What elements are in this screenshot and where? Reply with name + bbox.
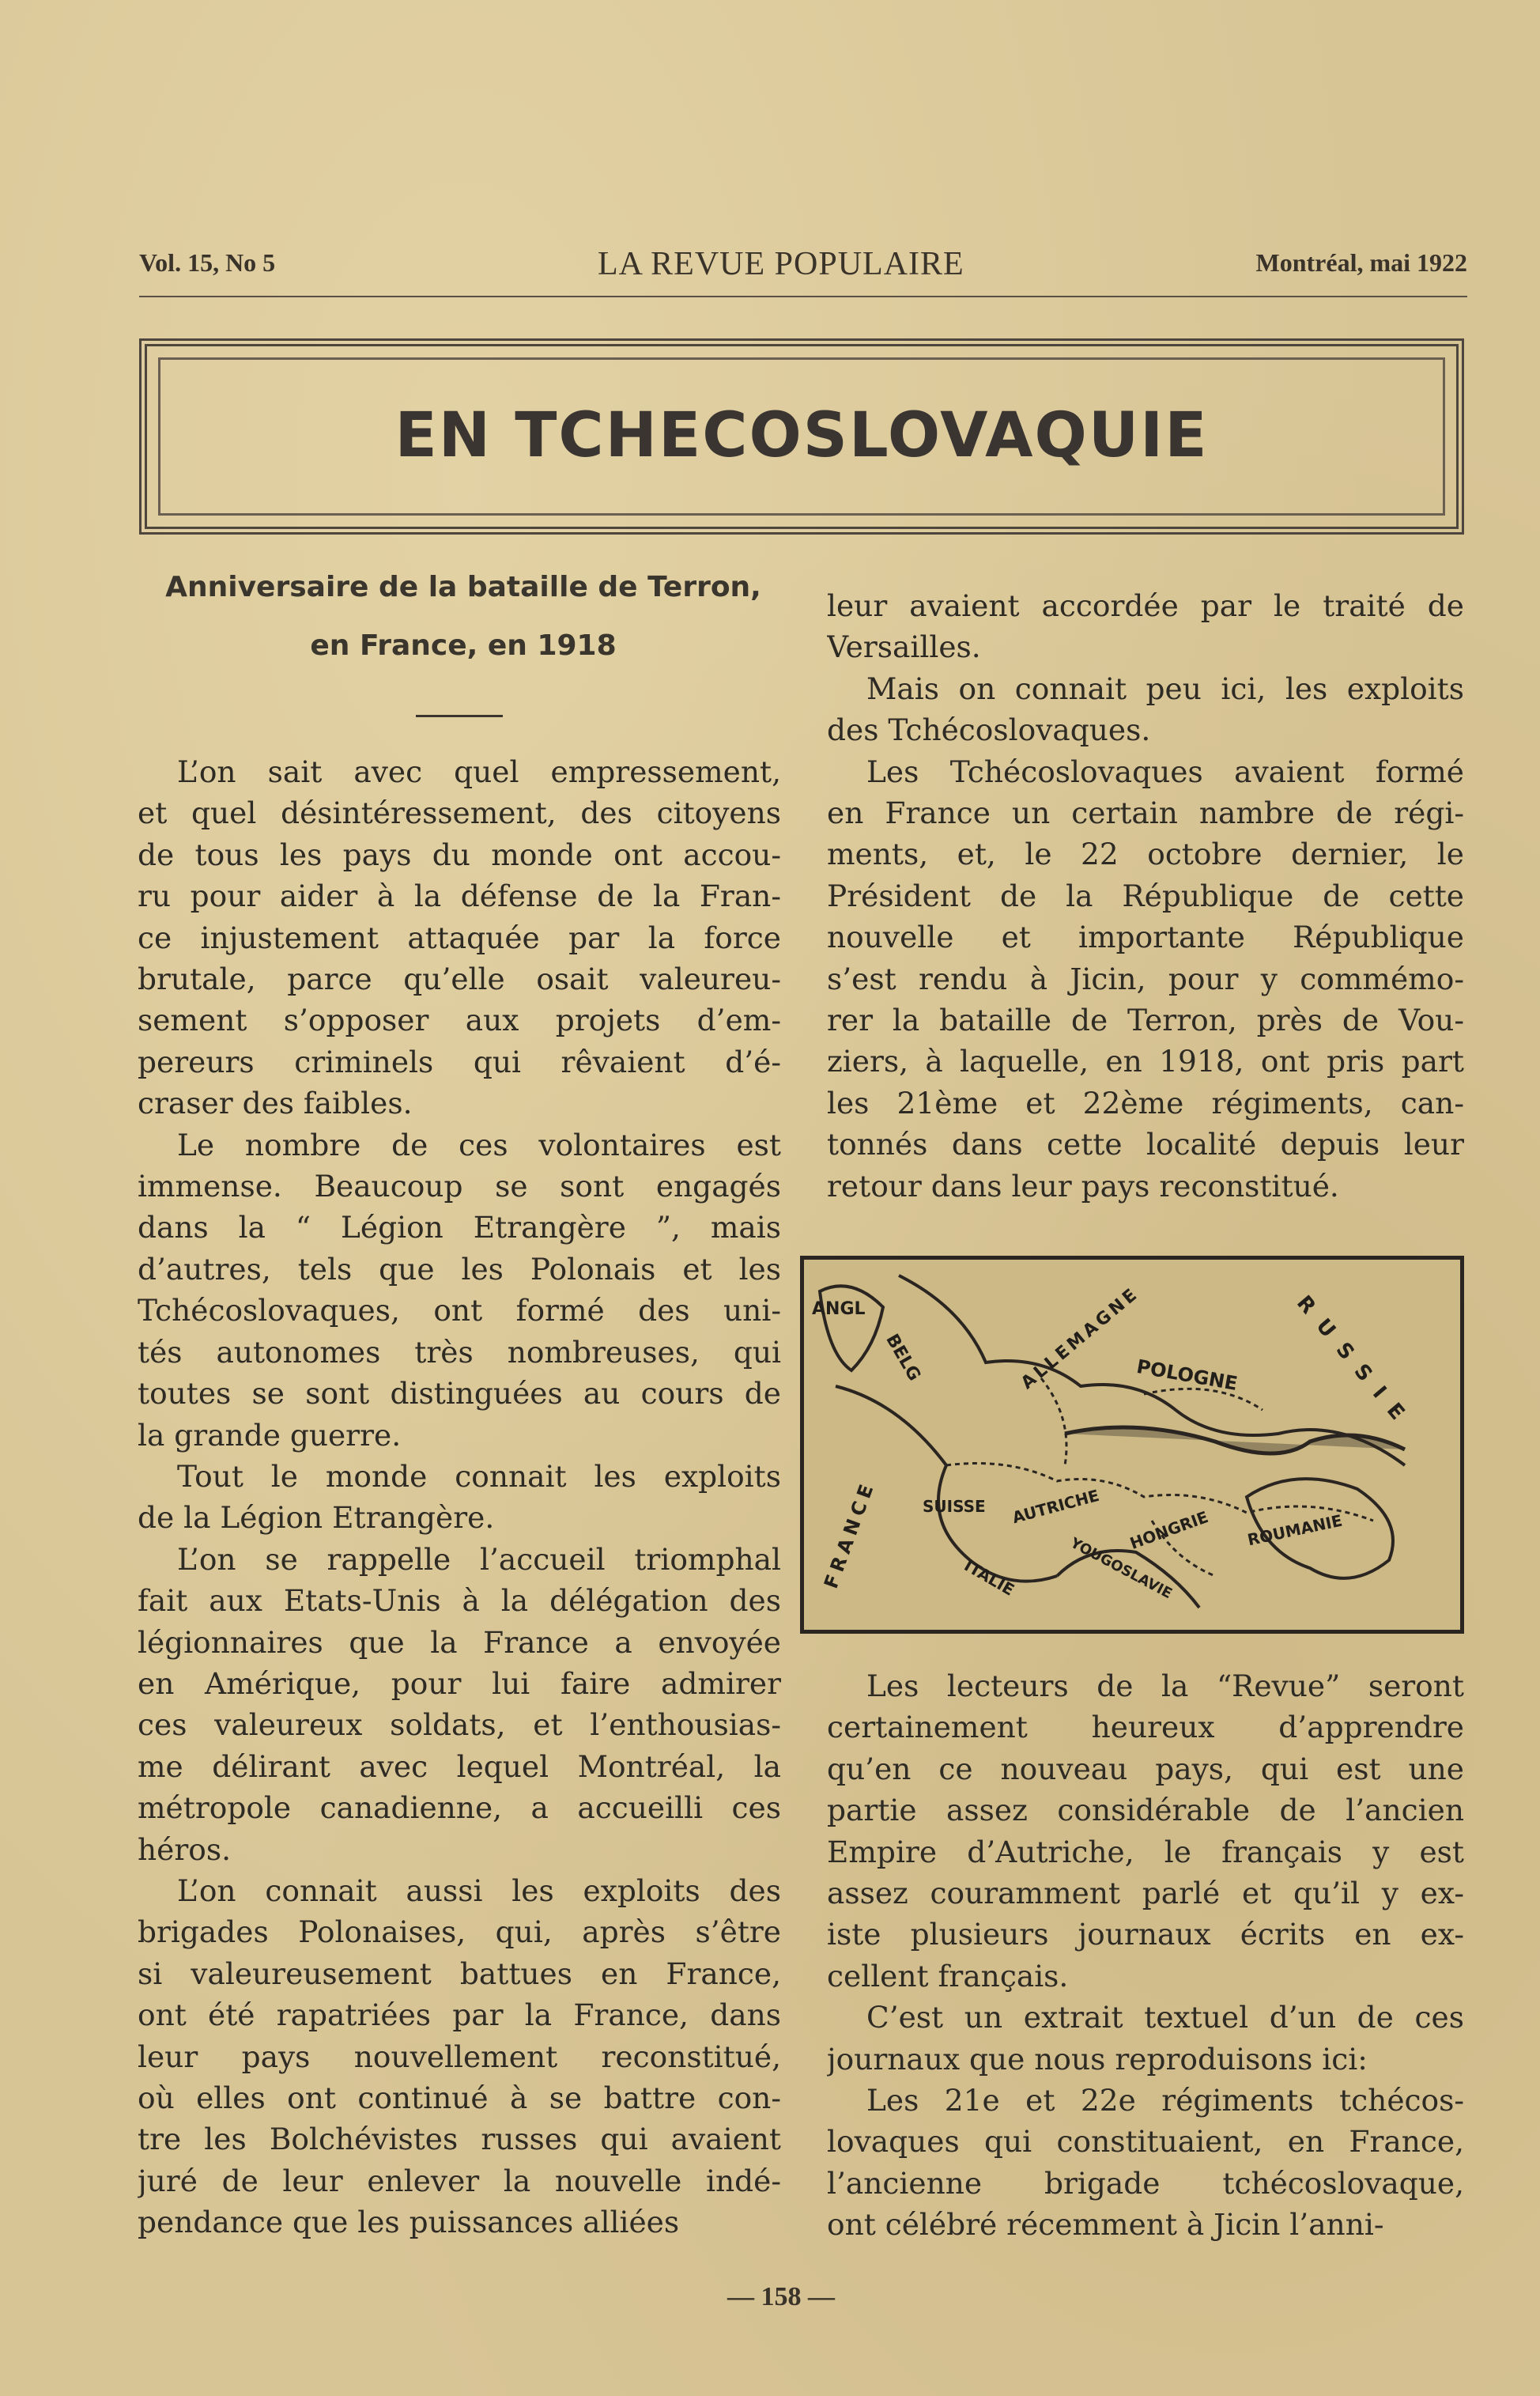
title-frame bbox=[139, 338, 1464, 535]
text-line: L’on se rappelle l’accueil triomphal bbox=[177, 1541, 781, 1577]
publication-name: LA REVUE POPULAIRE bbox=[598, 246, 964, 282]
text-line: pendance que les puissances alliées bbox=[138, 2205, 680, 2240]
right-column-top bbox=[827, 585, 1464, 1207]
text-line: iste plusieurs journaux écrits en ex- bbox=[827, 1917, 1464, 1952]
text-line: légionnaires que la France a envoyée bbox=[138, 1624, 781, 1660]
text-line: de la Légion Etrangère. bbox=[138, 1500, 495, 1536]
text-line: journaux que nous reproduisons ici: bbox=[827, 2041, 1368, 2077]
text-line: tonnés dans cette localité depuis leur bbox=[827, 1127, 1464, 1162]
text-line: tre les Bolchévistes russes qui avaient bbox=[138, 2122, 781, 2157]
text-line: leur pays nouvellement reconstitué, bbox=[138, 2039, 781, 2074]
text-line: Versailles. bbox=[827, 629, 981, 665]
text-line: cellent français. bbox=[827, 1958, 1069, 1994]
map-label-france: FRANCE bbox=[820, 1477, 880, 1592]
text-line: Les lecteurs de la “Revue” seront bbox=[866, 1669, 1464, 1703]
map-label-hungary: HONGRIE bbox=[1127, 1507, 1211, 1553]
map-label-switzerland: SUISSE bbox=[923, 1497, 986, 1516]
text-line: pereurs criminels qui rêvaient d’é- bbox=[138, 1044, 781, 1079]
text-line: immense. Beaucoup se sont engagés bbox=[138, 1169, 781, 1204]
text-line: ce injustement attaquée par la force bbox=[138, 920, 781, 955]
map-label-germany: ALLEMAGNE bbox=[1017, 1283, 1143, 1394]
text-line: Les 21e et 22e régiments tchécos- bbox=[866, 2083, 1464, 2118]
map-label-romania: ROUMANIE bbox=[1245, 1510, 1345, 1550]
map-label-england: ANGL bbox=[812, 1299, 866, 1319]
text-line: toutes se sont distinguées au cours de bbox=[138, 1376, 781, 1412]
text-line: ont été rapatriées par la France, dans bbox=[138, 1997, 781, 2033]
text-line: en France un certain nambre de régi- bbox=[827, 796, 1464, 831]
text-line: nouvelle et importante République bbox=[827, 920, 1464, 955]
text-line: L’on connait aussi les exploits des bbox=[177, 1873, 781, 1908]
page-number: — 158 — bbox=[727, 2282, 835, 2311]
text-line: assez couramment parlé et qu’il y ex- bbox=[827, 1876, 1464, 1911]
text-line: fait aux Etats-Unis à la délégation des bbox=[138, 1583, 781, 1619]
text-line: Les Tchécoslovaques avaient formé bbox=[866, 754, 1464, 789]
text-line: Président de la République de cette bbox=[827, 878, 1464, 913]
map-label-russia: RUSSIE bbox=[1292, 1291, 1418, 1436]
text-line: juré de leur enlever la nouvelle indé- bbox=[138, 2163, 781, 2198]
text-line: craser des faibles. bbox=[138, 1086, 413, 1121]
text-line: la grande guerre. bbox=[138, 1417, 402, 1453]
text-line: leur avaient accordée par le traité de bbox=[827, 588, 1464, 623]
text-line: l’ancienne brigade tchécoslovaque, bbox=[827, 2165, 1464, 2201]
header-rule bbox=[139, 296, 1467, 297]
text-line: s’est rendu à Jicin, pour y commémo- bbox=[827, 961, 1464, 996]
subheading-separator bbox=[416, 715, 503, 717]
subheading-line-1: Anniversaire de la bataille de Terron, bbox=[165, 571, 761, 603]
text-line: brutale, parce qu’elle osait valeureu- bbox=[138, 962, 781, 997]
text-line: d’autres, tels que les Polonais et les bbox=[138, 1251, 781, 1287]
text-line: tés autonomes très nombreuses, qui bbox=[138, 1334, 781, 1370]
text-line: Tchécoslovaques, ont formé des uni- bbox=[138, 1293, 781, 1328]
text-line: Tout le monde connait les exploits bbox=[177, 1458, 781, 1494]
text-line: si valeureusement battues en France, bbox=[138, 1956, 781, 1991]
subheading-line-2: en France, en 1918 bbox=[310, 629, 617, 662]
text-line: Empire d’Autriche, le français y est bbox=[827, 1834, 1464, 1869]
text-line: ru pour aider à la défense de la Fran- bbox=[138, 879, 781, 914]
right-column-bottom bbox=[827, 1665, 1464, 2246]
running-header bbox=[139, 245, 1467, 286]
text-line: dans la “ Légion Etrangère ”, mais bbox=[138, 1210, 781, 1245]
text-line: ces valeureux soldats, et l’enthousias- bbox=[138, 1707, 781, 1743]
text-line: partie assez considérable de l’ancien bbox=[827, 1793, 1464, 1828]
text-line: des Tchécoslovaques. bbox=[827, 712, 1151, 748]
text-line: et quel désintéressement, des citoyens bbox=[138, 796, 781, 831]
text-line: qu’en ce nouveau pays, qui est une bbox=[827, 1751, 1464, 1786]
map-of-central-europe bbox=[800, 1256, 1464, 1634]
text-line: lovaques qui constituaient, en France, bbox=[827, 2124, 1464, 2160]
map-label-poland: POLOGNE bbox=[1134, 1355, 1240, 1395]
text-line: certainement heureux d’apprendre bbox=[827, 1710, 1464, 1745]
text-line: C’est un extrait textuel d’un de ces bbox=[866, 2000, 1464, 2035]
text-line: retour dans leur pays reconstitué. bbox=[827, 1168, 1339, 1204]
text-line: héros. bbox=[138, 1831, 232, 1867]
map-label-belgium: BELG bbox=[881, 1331, 924, 1385]
text-line: ziers, à laquelle, en 1918, ont pris part bbox=[827, 1044, 1464, 1079]
text-line: sement s’opposer aux projets d’em- bbox=[138, 1003, 781, 1038]
text-line: rer la bataille de Terron, près de Vou- bbox=[827, 1003, 1464, 1038]
text-line: métropole canadienne, a accueilli ces bbox=[138, 1790, 781, 1826]
text-line: ments, et, le 22 octobre dernier, le bbox=[827, 837, 1464, 872]
text-line: où elles ont continué à se battre con- bbox=[138, 2080, 781, 2115]
map-label-italy: ITALIE bbox=[961, 1555, 1018, 1600]
text-line: L’on sait avec quel empressement, bbox=[177, 754, 781, 789]
map-label-yugoslavia: YOUGOSLAVIE bbox=[1067, 1534, 1176, 1603]
volume-number: Vol. 15, No 5 bbox=[139, 248, 276, 277]
left-column bbox=[138, 751, 781, 2243]
text-line: les 21ème et 22ème régiments, can- bbox=[827, 1085, 1464, 1121]
text-line: ont célébré récemment à Jicin l’anni- bbox=[827, 2207, 1384, 2243]
text-line: en Amérique, pour lui faire admirer bbox=[138, 1665, 781, 1701]
issue-date: Montréal, mai 1922 bbox=[1255, 248, 1467, 277]
text-line: brigades Polonaises, qui, après s’être bbox=[138, 1914, 781, 1950]
text-line: me délirant avec lequel Montréal, la bbox=[138, 1748, 781, 1784]
text-line: Mais on connait peu ici, les exploits bbox=[866, 671, 1464, 706]
article-title: EN TCHECOSLOVAQUIE bbox=[394, 400, 1209, 471]
text-line: de tous les pays du monde ont accou- bbox=[138, 837, 781, 872]
text-line: Le nombre de ces volontaires est bbox=[177, 1127, 781, 1162]
map-label-austria: AUTRICHE bbox=[1010, 1485, 1101, 1528]
